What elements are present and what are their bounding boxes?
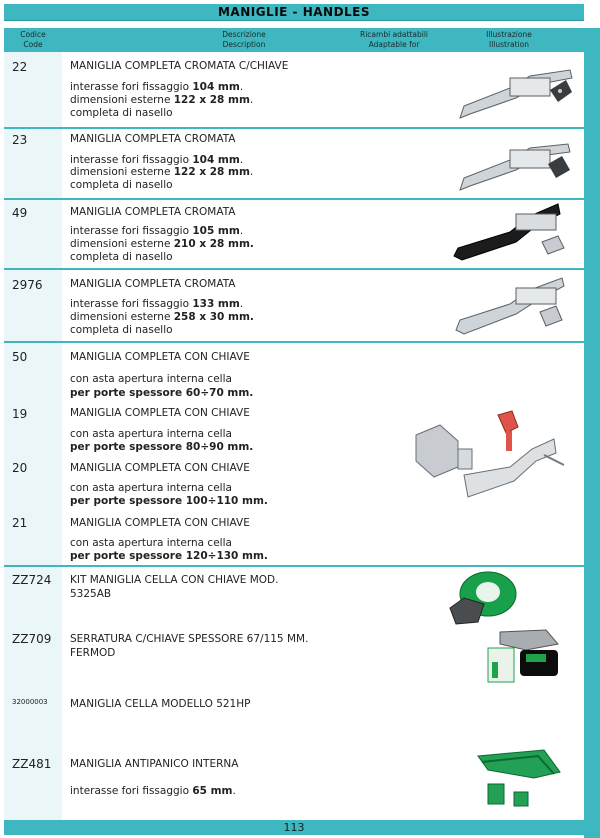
column-header xyxy=(4,28,584,52)
item-spec: interasse fori fissaggio 65 mm. xyxy=(70,785,236,797)
item-name: MANIGLIA COMPLETA CON CHIAVE xyxy=(70,351,250,363)
item-code: 32000003 xyxy=(12,698,48,706)
item-name: MANIGLIA CELLA MODELLO 521HP xyxy=(70,698,251,710)
item-code: 50 xyxy=(12,350,28,364)
item-spec: completa di nasello xyxy=(70,107,173,119)
item-code: 19 xyxy=(12,407,28,421)
item-name: FERMOD xyxy=(70,647,116,659)
page-title: MANIGLIE - HANDLES xyxy=(4,4,584,21)
item-spec: con asta apertura interna cella xyxy=(70,428,232,440)
item-spec: dimensioni esterne 122 x 28 mm. xyxy=(70,166,254,178)
item-code: 20 xyxy=(12,461,28,475)
item-spec: dimensioni esterne 258 x 30 mm. xyxy=(70,311,254,323)
item-spec: per porte spessore 120÷130 mm. xyxy=(70,550,268,562)
side-band xyxy=(584,28,600,838)
item-spec: per porte spessore 100÷110 mm. xyxy=(70,495,268,507)
row-separator xyxy=(4,127,584,129)
row-separator xyxy=(4,565,584,567)
item-name: MANIGLIA COMPLETA CROMATA xyxy=(70,278,236,290)
handle-illustration xyxy=(450,274,580,338)
item-spec: completa di nasello xyxy=(70,179,173,191)
item-spec: interasse fori fissaggio 104 mm. xyxy=(70,154,244,166)
item-name: MANIGLIA COMPLETA CROMATA C/CHIAVE xyxy=(70,60,289,72)
item-code: 21 xyxy=(12,516,28,530)
item-spec: dimensioni esterne 122 x 28 mm. xyxy=(70,94,254,106)
item-spec: completa di nasello xyxy=(70,324,173,336)
header-illustration: Illustrazione Illustration xyxy=(486,30,532,49)
item-spec: interasse fori fissaggio 133 mm. xyxy=(70,298,244,310)
item-name: SERRATURA C/CHIAVE SPESSORE 67/115 MM. xyxy=(70,633,309,645)
panic-handle-illustration xyxy=(474,748,562,812)
item-spec: con asta apertura interna cella xyxy=(70,373,232,385)
item-name: MANIGLIA COMPLETA CROMATA xyxy=(70,133,236,145)
header-description: Descrizione Description xyxy=(222,30,266,49)
item-name: MANIGLIA COMPLETA CON CHIAVE xyxy=(70,517,250,529)
item-name: MANIGLIA COMPLETA CON CHIAVE xyxy=(70,407,250,419)
item-name: 5325AB xyxy=(70,588,112,600)
item-code: 2976 xyxy=(12,278,43,292)
item-spec: completa di nasello xyxy=(70,251,173,263)
row-separator xyxy=(4,341,584,343)
page-number: 113 xyxy=(4,820,584,835)
item-code: ZZ481 xyxy=(12,757,52,771)
row-separator xyxy=(4,268,584,270)
header-code: Codice Code xyxy=(20,30,46,49)
row-separator xyxy=(4,198,584,200)
item-spec: per porte spessore 80÷90 mm. xyxy=(70,441,254,453)
item-code: 22 xyxy=(12,60,28,74)
handle-with-rod-illustration xyxy=(414,405,574,505)
item-spec: dimensioni esterne 210 x 28 mm. xyxy=(70,238,254,250)
item-spec: con asta apertura interna cella xyxy=(70,537,232,549)
handle-illustration xyxy=(450,202,580,266)
kit-illustration xyxy=(448,568,520,626)
item-code: 49 xyxy=(12,206,28,220)
item-code: ZZ709 xyxy=(12,632,52,646)
item-spec: con asta apertura interna cella xyxy=(70,482,232,494)
item-name: MANIGLIA ANTIPANICO INTERNA xyxy=(70,758,239,770)
item-name: MANIGLIA COMPLETA CROMATA xyxy=(70,206,236,218)
item-code: 23 xyxy=(12,133,28,147)
item-spec: per porte spessore 60÷70 mm. xyxy=(70,387,254,399)
handle-illustration xyxy=(450,134,580,194)
item-spec: interasse fori fissaggio 104 mm. xyxy=(70,81,244,93)
item-spec: interasse fori fissaggio 105 mm. xyxy=(70,225,244,237)
item-name: KIT MANIGLIA CELLA CON CHIAVE MOD. xyxy=(70,574,279,586)
item-name: MANIGLIA COMPLETA CON CHIAVE xyxy=(70,462,250,474)
handle-illustration xyxy=(450,58,580,122)
lock-illustration xyxy=(486,626,562,688)
header-adaptable: Ricambi adattabili Adaptable for xyxy=(360,30,428,49)
item-code: ZZ724 xyxy=(12,573,52,587)
